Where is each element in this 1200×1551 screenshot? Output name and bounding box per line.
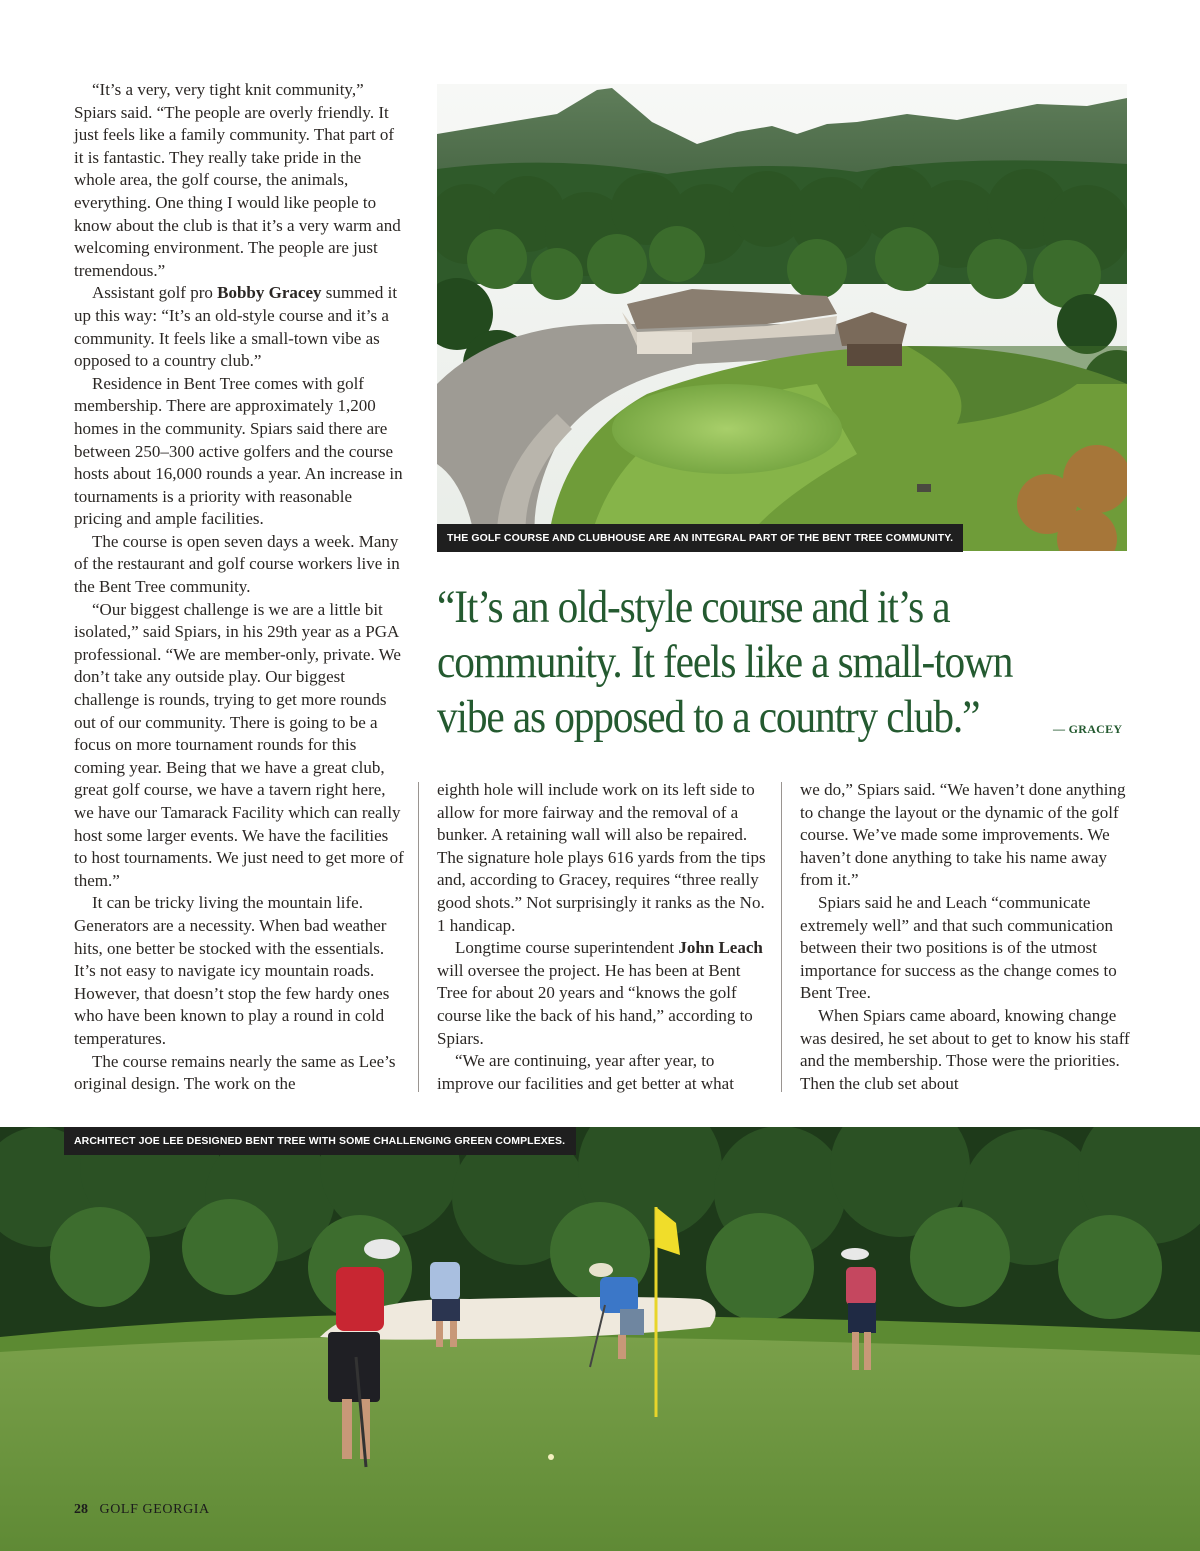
bottom-photo-caption: ARCHITECT JOE LEE DESIGNED BENT TREE WITH SOME CHALLENGING GREEN COMPLEXES. <box>64 1127 576 1155</box>
col2-paragraph-1: eighth hole will include work on its left side to allow for more fairway and the removal of a bunker. A retaining wall will also be repaired. The signature hole plays 616 yards from the tips and, according to Gracey, requires “three really good shots.” Not surprisingly it ranks as the No. 1 handicap. <box>437 780 766 935</box>
name-bobby-gracey: Bobby Gracey <box>217 283 322 303</box>
pull-quote-line-1: “It’s an old-style course and it’s a <box>437 581 950 633</box>
col1-paragraph-2 <box>74 282 404 372</box>
pull-quote-line-3: vibe as opposed to a country club.” <box>437 691 980 743</box>
col2-paragraph-2 <box>437 937 767 1050</box>
putting-green-photo <box>0 1127 1200 1551</box>
col1-p2-text-cont: summed it up this way: “It’s an old-style course and it’s a community. It feels like a small-town vibe as opposed to a country club.” <box>74 283 398 371</box>
col2-p2-text-cont: will oversee the project. He has been at Bent Tree for about 20 years and “knows the golf course like the back of his hand,” according to Spiars. <box>437 960 753 1048</box>
pull-quote <box>437 580 1053 745</box>
col3-paragraph-3: When Spiars came aboard, knowing change was desired, he set about to get to know his staff and the membership. Those were the priorities. Then the club set about <box>800 1005 1130 1093</box>
page-footer <box>74 1502 210 1518</box>
pull-quote-line-2: community. It feels like a small-town <box>437 636 1013 688</box>
top-photo-caption: THE GOLF COURSE AND CLUBHOUSE ARE AN INTEGRAL PART OF THE BENT TREE COMMUNITY. <box>437 524 963 552</box>
col3-paragraph-2: Spiars said he and Leach “communicate extremely well” and that such communication between their two positions is of the utmost importance for success as the change comes to Bent Tree. <box>800 892 1117 1003</box>
aerial-photo-illustration <box>437 84 1127 551</box>
col1-paragraph-6: It can be tricky living the mountain life. Generators are a necessity. When bad weather hits, one better be stocked with the essentials. It’s not easy to navigate icy mountain roads. However, that doesn’t stop the few hardy ones who have been known to play a round in cold temperatures. <box>74 893 390 1048</box>
col2-paragraph-3: “We are continuing, year after year, to improve our facilities and get better at what <box>437 1051 734 1093</box>
column-divider-2 <box>781 782 782 1092</box>
golf-photo-illustration <box>0 1127 1200 1551</box>
publication-name: GOLF GEORGIA <box>99 1502 210 1517</box>
article-column-1 <box>74 79 404 1096</box>
page-number: 28 <box>74 1502 88 1517</box>
column-divider-1 <box>418 782 419 1092</box>
col3-paragraph-1: we do,” Spiars said. “We haven’t done anything to change the layout or the dynamic of the golf course. We’ve made some improvements. We haven’t done anything to take his name away from it.” <box>800 780 1126 890</box>
col2-p2-text: Longtime course superintendent <box>455 938 679 958</box>
aerial-clubhouse-photo <box>437 84 1127 551</box>
article-column-3 <box>800 779 1130 1095</box>
pull-quote-attribution: — GRACEY <box>1053 722 1123 736</box>
article-column-2 <box>437 779 767 1095</box>
name-john-leach: John Leach <box>678 938 763 958</box>
col1-paragraph-7: The course remains nearly the same as Lee’s original design. The work on the <box>74 1051 396 1094</box>
col1-p2-text: Assistant golf pro <box>92 283 218 303</box>
col1-paragraph-1: “It’s a very, very tight knit community,” Spiars said. “The people are overly friendly. It just feels like a family community. That part of it is fantastic. They really take pride in the whole area, the golf course, the animals, everything. One thing I would like people to know about the club is that it’s a very warm and welcoming environment. The people are just tremendous.” <box>74 80 401 280</box>
col1-paragraph-5: “Our biggest challenge is we are a little bit isolated,” said Spiars, in his 29th year as a PGA professional. “We are member-only, private. We don’t take any outside play. Our biggest challenge is rounds, trying to get more rounds out of our community. There is going to be a focus on more tournament rounds for this coming year. Being that we have a great club, great golf course, we have a tavern right here, we have our Tamarack Facility which can really host some larger events. We have the facilities to host tournaments. We just need to get more of them.” <box>74 599 404 890</box>
col1-paragraph-3: Residence in Bent Tree comes with golf membership. There are approximately 1,200 homes in the community. Spiars said there are between 250–300 active golfers and the course hosts about 16,000 rounds a year. An increase in tournaments is a priority with reasonable pricing and ample facilities. <box>74 373 403 529</box>
col1-paragraph-4: The course is open seven days a week. Many of the restaurant and golf course workers live in the Bent Tree community. <box>74 531 400 597</box>
